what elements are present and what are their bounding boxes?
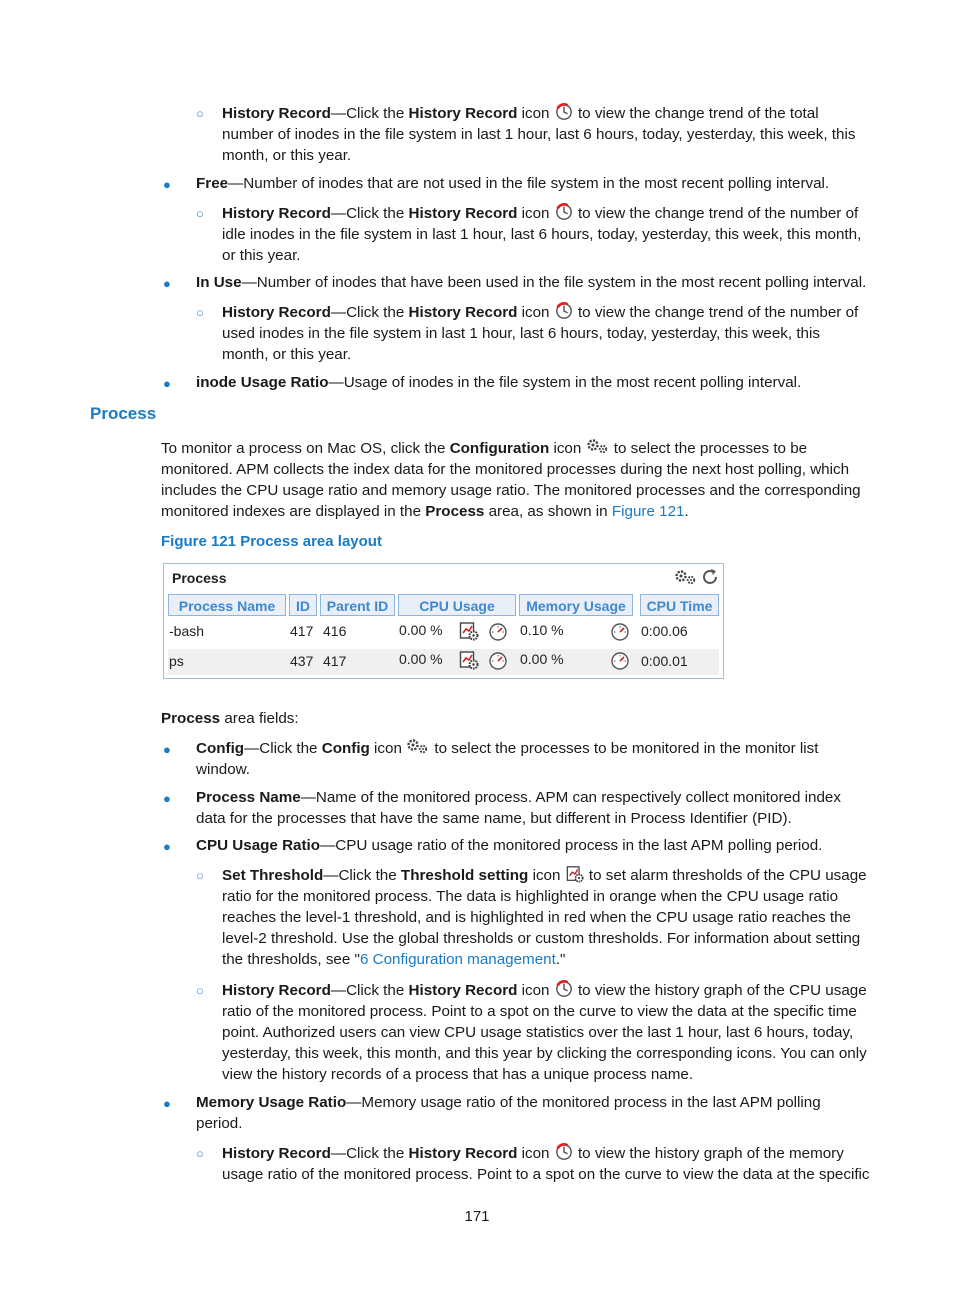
- inode-usage-ratio-item: inode Usage Ratio—Usage of inodes in the file system in the most recent polling interval.: [196, 374, 802, 391]
- configuration-icon[interactable]: [674, 568, 698, 588]
- threshold-setting-icon: [565, 865, 585, 883]
- cpu-usage-cell: 0.00 %: [399, 622, 443, 638]
- history-record-icon[interactable]: [610, 651, 630, 671]
- config-item: Config—Click the Config icon to select the processes to be monitored in the monitor list window.: [196, 740, 819, 778]
- memory-usage-cell: 0.10 %: [520, 622, 564, 638]
- memory-usage-cell: 0.00 %: [520, 651, 564, 667]
- widget-title: Process: [172, 570, 227, 586]
- parent-id-cell: 416: [323, 623, 347, 639]
- history-record-memory: History Record—Click the History Record icon to view the history graph of the memory usage ratio of the monitored process. Point to a spot on the curve to view the data at the specific: [222, 1145, 870, 1183]
- table-row-alt-bg: [168, 649, 719, 675]
- column-header-id[interactable]: ID: [289, 594, 317, 616]
- bullet: ●: [163, 276, 171, 291]
- set-threshold-item: Set Threshold—Click the Threshold setting icon to set alarm thresholds of the CPU usage ratio for the monitored process. The data is highlighted in orange when the CPU usage ratio reaches the level-1 threshold, and is highlighted in red when the CPU usage ratio reaches the level-2 threshold. Use the global thresholds or custom thresholds. For information about setting the thresholds, see "6 Configuration management.": [222, 867, 867, 968]
- configuration-management-link[interactable]: 6 Configuration management: [359, 951, 556, 968]
- sub-bullet: ○: [196, 983, 204, 998]
- bullet: ●: [163, 376, 171, 391]
- page-number: 171: [464, 1208, 490, 1225]
- refresh-icon[interactable]: [700, 567, 720, 587]
- bullet: ●: [163, 791, 171, 806]
- fields-intro: Process area fields:: [161, 710, 299, 727]
- history-record-icon: [554, 1143, 574, 1161]
- section-heading-process: Process: [90, 404, 157, 423]
- process-name-cell: -bash: [169, 623, 205, 639]
- history-record-icon: [554, 980, 574, 998]
- process-name-cell: ps: [169, 653, 184, 669]
- intro-paragraph: To monitor a process on Mac OS, click the Configuration icon to select the processes to be monitored. APM collects the index data for the monitored processes during the next host polling, which includes the CPU usage ratio and memory usage ratio. The monitored processes and the corresponding monitored indexes are displayed in the Process area, as shown in Figure 121.: [161, 440, 861, 520]
- id-cell: 437: [290, 653, 314, 669]
- sub-bullet: ○: [196, 206, 204, 221]
- column-header-cpu-time[interactable]: CPU Time: [640, 594, 719, 616]
- sub-bullet: ○: [196, 1146, 204, 1161]
- cpu-time-cell: 0:00.01: [641, 653, 688, 669]
- parent-id-cell: 417: [323, 653, 347, 669]
- history-record-used-inodes: History Record—Click the History Record icon to view the change trend of the number of used inodes in the file system in last 1 hour, last 6 hours, today, yesterday, this week, this month, or this year.: [222, 304, 859, 363]
- history-record-icon[interactable]: [610, 622, 630, 642]
- column-header-parent-id[interactable]: Parent ID: [320, 594, 395, 616]
- config-icon: [406, 738, 430, 756]
- figure-link[interactable]: Figure 121: [611, 503, 685, 520]
- process-name-item: Process Name—Name of the monitored process. APM can respectively collect monitored index data for the processes that have the same name, but different in Process Identifier (PID).: [196, 789, 841, 827]
- bullet: ●: [163, 742, 171, 757]
- history-record-icon: [554, 203, 574, 221]
- history-record-total-inodes: History Record—Click the History Record icon to view the change trend of the total number of inodes in the file system in last 1 hour, last 6 hours, today, yesterday, this week, this month, or this year.: [222, 105, 856, 164]
- history-record-icon[interactable]: [488, 622, 508, 642]
- cpu-time-cell: 0:00.06: [641, 623, 688, 639]
- bullet: ●: [163, 1096, 171, 1111]
- cpu-usage-cell: 0.00 %: [399, 651, 443, 667]
- column-header-memory-usage[interactable]: Memory Usage: [519, 594, 633, 616]
- threshold-setting-icon[interactable]: [459, 621, 479, 641]
- sub-bullet: ○: [196, 305, 204, 320]
- free-item: Free—Number of inodes that are not used in the file system in the most recent polling interval.: [196, 175, 830, 192]
- bullet: ●: [163, 839, 171, 854]
- history-record-icon: [554, 103, 574, 121]
- threshold-setting-icon[interactable]: [459, 650, 479, 670]
- history-record-icon: [554, 302, 574, 320]
- history-record-cpu: History Record—Click the History Record icon to view the history graph of the CPU usage ratio of the monitored process. Point to a spot on the curve to view the data at the specific time point. Authorized users can view CPU usage statistics over the last 1 hour, last 6 hours, today, yesterday, this week, this month, and this year by clicking the corresponding icons. You can only view the history records of a process that has a unique process name.: [222, 982, 867, 1083]
- history-record-icon[interactable]: [488, 651, 508, 671]
- sub-bullet: ○: [196, 106, 204, 121]
- cpu-usage-ratio-item: CPU Usage Ratio—CPU usage ratio of the monitored process in the last APM polling period.: [196, 837, 823, 854]
- id-cell: 417: [290, 623, 314, 639]
- process-area-widget: [163, 563, 724, 679]
- memory-usage-ratio-item: Memory Usage Ratio—Memory usage ratio of the monitored process in the last APM polling period.: [196, 1094, 821, 1132]
- column-header-process-name[interactable]: Process Name: [168, 594, 286, 616]
- column-header-cpu-usage[interactable]: CPU Usage: [398, 594, 516, 616]
- in-use-item: In Use—Number of inodes that have been used in the file system in the most recent polling interval.: [196, 274, 867, 291]
- configuration-icon: [586, 438, 610, 456]
- history-record-idle-inodes: History Record—Click the History Record icon to view the change trend of the number of idle inodes in the file system in last 1 hour, last 6 hours, today, yesterday, this week, this month, or this year.: [222, 205, 862, 264]
- sub-bullet: ○: [196, 868, 204, 883]
- figure-caption: Figure 121 Process area layout: [161, 533, 382, 550]
- bullet: ●: [163, 177, 171, 192]
